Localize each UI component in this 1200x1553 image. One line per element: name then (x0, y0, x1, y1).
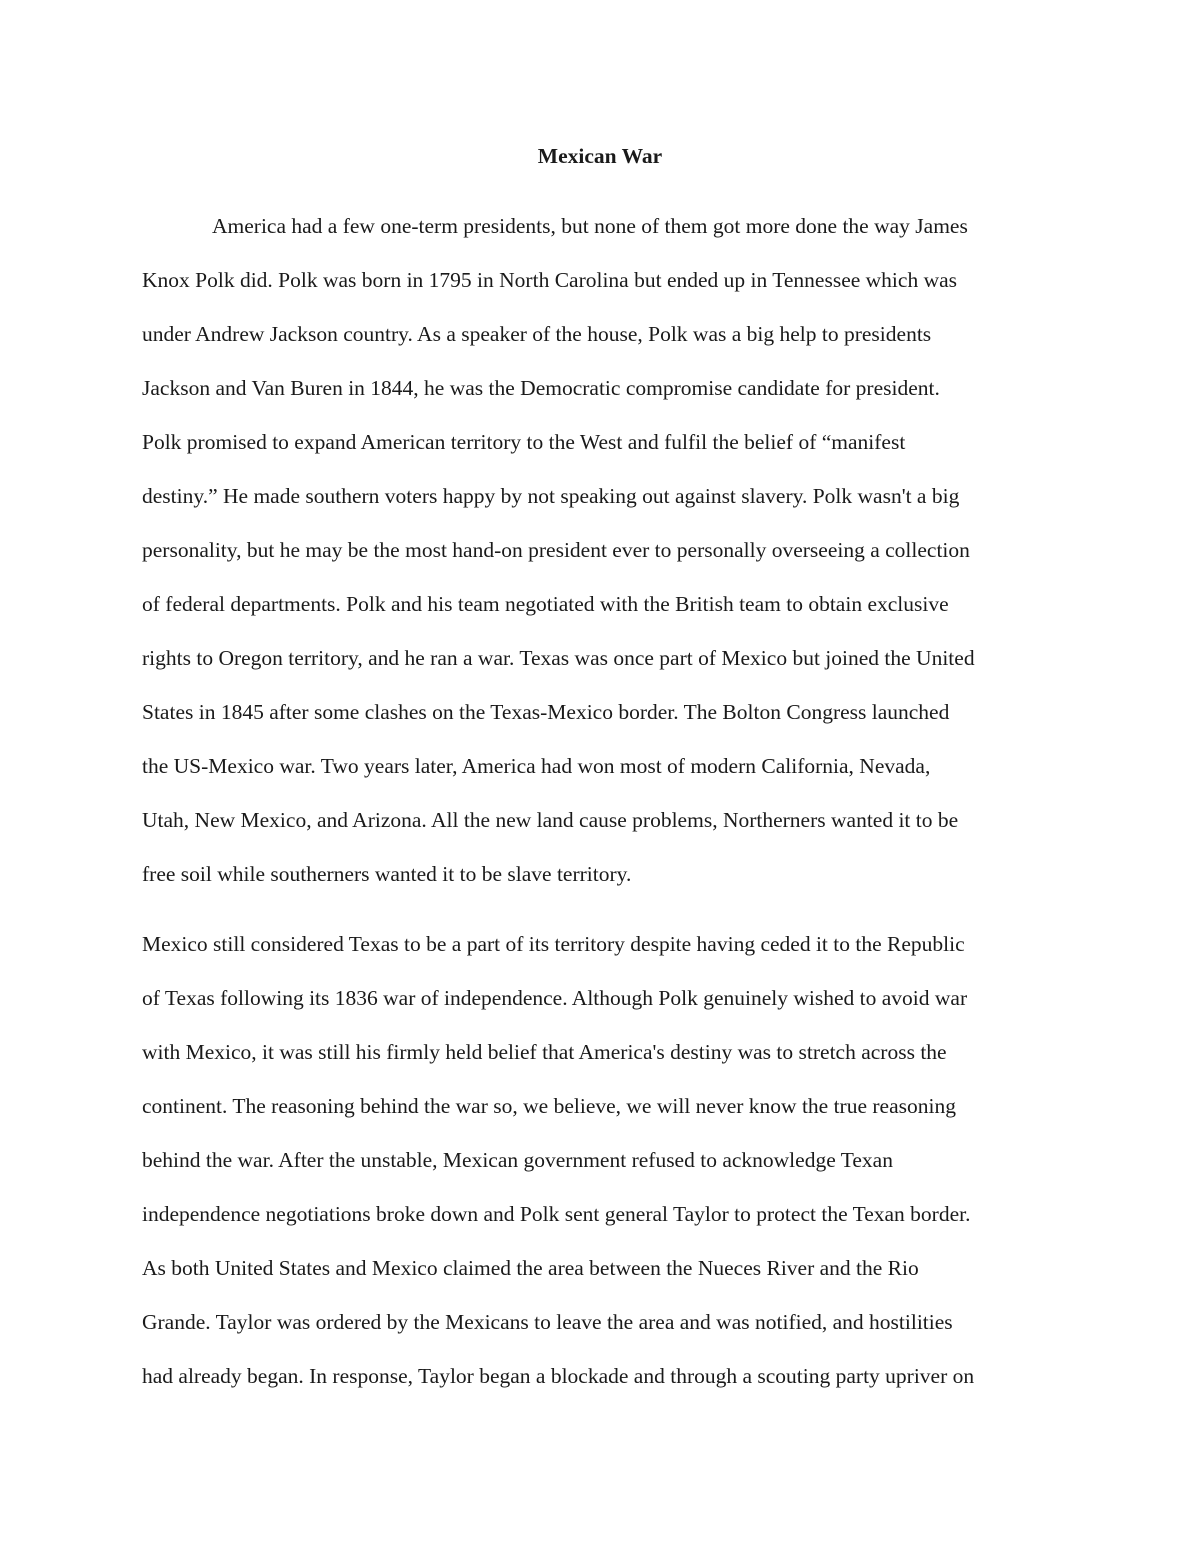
paragraph1-line: States in 1845 after some clashes on the Texas-Mexico border. The Bolton Congress launched (142, 700, 950, 724)
paragraph1-line: rights to Oregon territory, and he ran a war. Texas was once part of Mexico but joined the United (142, 646, 975, 670)
paragraph1-line: Utah, New Mexico, and Arizona. All the new land cause problems, Northerners wanted it to be (142, 808, 959, 832)
paragraph2-line: of Texas following its 1836 war of independence. Although Polk genuinely wished to avoid war (142, 986, 968, 1010)
paragraph2-line: had already began. In response, Taylor began a blockade and through a scouting party upriver on (142, 1364, 975, 1388)
paragraph1-line: of federal departments. Polk and his team negotiated with the British team to obtain exclusive (142, 592, 949, 616)
paragraph2-line: with Mexico, it was still his firmly held belief that America's destiny was to stretch across the (142, 1040, 947, 1064)
paragraph1-line: under Andrew Jackson country. As a speaker of the house, Polk was a big help to presidents (142, 322, 932, 346)
paragraph1-line: the US-Mexico war. Two years later, America had won most of modern California, Nevada, (142, 754, 931, 778)
paragraph1-line: free soil while southerners wanted it to be slave territory. (142, 862, 632, 886)
paragraph2-line: continent. The reasoning behind the war so, we believe, we will never know the true reasoning (142, 1094, 956, 1118)
paragraph2-line: behind the war. After the unstable, Mexican government refused to acknowledge Texan (142, 1148, 893, 1172)
paragraph2-line: As both United States and Mexico claimed the area between the Nueces River and the Rio (142, 1256, 919, 1280)
paragraph1-line: personality, but he may be the most hand-on president ever to personally overseeing a collection (142, 538, 970, 562)
paragraph2-line: Mexico still considered Texas to be a part of its territory despite having ceded it to the Republic (142, 932, 965, 956)
paragraph2-line: independence negotiations broke down and Polk sent general Taylor to protect the Texan border. (142, 1202, 971, 1226)
paragraph1-line: destiny.” He made southern voters happy by not speaking out against slavery. Polk wasn't a big (142, 484, 960, 508)
paragraph1-line: America had a few one-term presidents, but none of them got more done the way James (212, 214, 968, 238)
paragraph2-line: Grande. Taylor was ordered by the Mexicans to leave the area and was notified, and hostilities (142, 1310, 953, 1334)
paragraph1-line: Jackson and Van Buren in 1844, he was the Democratic compromise candidate for president. (142, 376, 940, 400)
document-title: Mexican War (537, 144, 663, 168)
paragraph1-line: Polk promised to expand American territory to the West and fulfil the belief of “manifest (142, 430, 906, 454)
paragraph1-line: Knox Polk did. Polk was born in 1795 in North Carolina but ended up in Tennessee which was (142, 268, 958, 292)
